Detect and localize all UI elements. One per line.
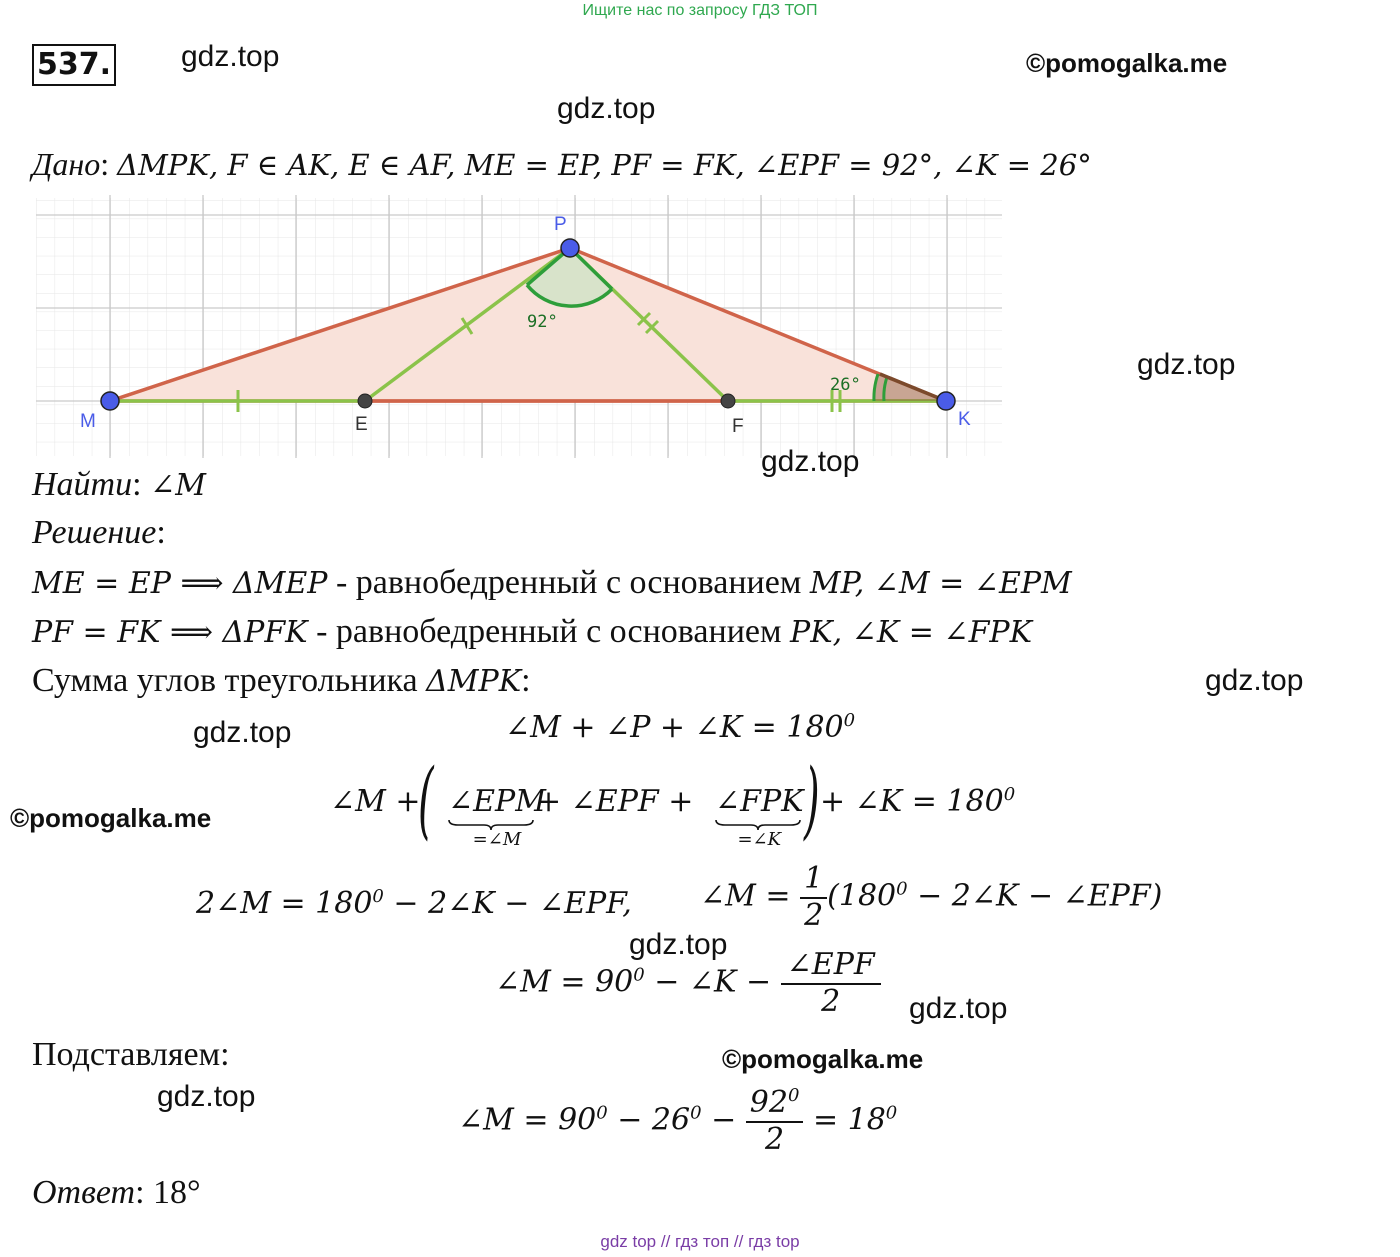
underbrace-epm: ∠EPM =∠M [448,784,546,850]
watermark-gdz: gdz.top [909,992,1008,1025]
find-text: ∠M [150,468,206,503]
given-line: Дано: ΔMPK, F ∈ AK, E ∈ AF, ME = EP, PF = FK, ∠EPF = 92°, ∠K = 26° [32,146,1092,182]
label-k: K [958,409,971,430]
footer-link-gdz-top[interactable]: gdz top [600,1232,657,1251]
watermark-pomogalka: ©pomogalka.me [1026,48,1228,78]
solution-line-2 [32,613,1032,651]
watermark-gdz: gdz.top [629,928,728,961]
line2-tail: PK, ∠K = ∠FPK [790,615,1032,650]
line1-tail: MP, ∠M = ∠EPM [809,566,1072,601]
footer-link-gdz-top-mixed[interactable]: гдз top [748,1232,800,1251]
line2-text: - равнобедренный с основанием [307,613,791,650]
footer-links: gdz top // гдз топ // гдз top [600,1232,800,1251]
answer-label: Ответ [32,1174,136,1211]
watermark-pomogalka: ©pomogalka.me [10,803,212,833]
sum-triangle: ΔMPK [426,664,522,699]
vertex-m [101,392,119,410]
solution-label-line: Решение: [32,514,166,551]
point-e [358,394,372,408]
label-p: P [554,214,567,235]
answer-line: Ответ: 18° [32,1174,201,1211]
equation-3-right: ∠M = $\frac{1}{2}$ ($180^0$ − 2∠K − ∠EPF) [700,861,1163,933]
angle-label-k: 26° [830,375,861,395]
point-f [721,394,735,408]
watermark-gdz: gdz.top [1137,348,1236,381]
watermark-gdz: gdz.top [193,716,292,749]
sum-label-line: Сумма углов треугольника ΔMPK: [32,662,531,699]
line2-math: PF = FK ⟹ ΔPFK [32,615,308,650]
angle-label-p: 92° [527,312,558,332]
watermark-gdz: gdz.top [157,1080,256,1113]
find-line: Найти: ∠M [32,466,206,503]
label-m: M [80,411,96,432]
watermark-gdz: gdz.top [761,445,860,478]
find-label: Найти [32,466,133,503]
given-text: ΔMPK, F ∈ AK, E ∈ AF, ME = EP, PF = FK, ∠EPF = 92°, ∠K = 26° [117,148,1092,182]
sum-label: Сумма углов треугольника [32,662,427,699]
substitute-label: Подставляем: [32,1036,230,1073]
line1-math: ME = EP ⟹ ΔMEP [32,566,328,601]
label-e: E [355,414,368,435]
answer-value: 18° [153,1174,201,1211]
vertex-p [561,239,579,257]
problem-number: 537. [32,44,116,86]
equation-4: ∠M = $90^0$ − ∠K − $\frac{\text{∠EPF}}{2}$ [495,948,881,1019]
watermark-pomogalka: ©pomogalka.me [722,1044,924,1074]
underbrace-fpk: ∠FPK =∠K [715,784,804,850]
equation-3-left: 2∠M = $180^0$ − 2∠K − ∠EPF, [196,886,632,921]
label-f: F [732,416,744,437]
equation-5: ∠M = $90^0 - 26^0$ − $\frac{92^0}{2}$ = $18^0$ [458,1085,898,1157]
triangle-figure [0,0,1400,470]
footer-link-gdz-top-ru[interactable]: гдз топ [675,1232,730,1251]
vertex-k [937,392,955,410]
watermark-gdz: gdz.top [557,92,656,125]
line1-text: - равнобедренный с основанием [327,564,810,601]
watermark-gdz: gdz.top [181,40,280,73]
watermark-gdz: gdz.top [1205,664,1304,697]
search-hint: Ищите нас по запросу ГДЗ ТОП [582,2,818,19]
given-label: Дано [32,146,101,182]
solution-line-1 [32,564,1072,602]
solution-label: Решение [32,514,157,551]
equation-1: ∠M + ∠P + ∠K = $180^0$ [505,710,856,745]
